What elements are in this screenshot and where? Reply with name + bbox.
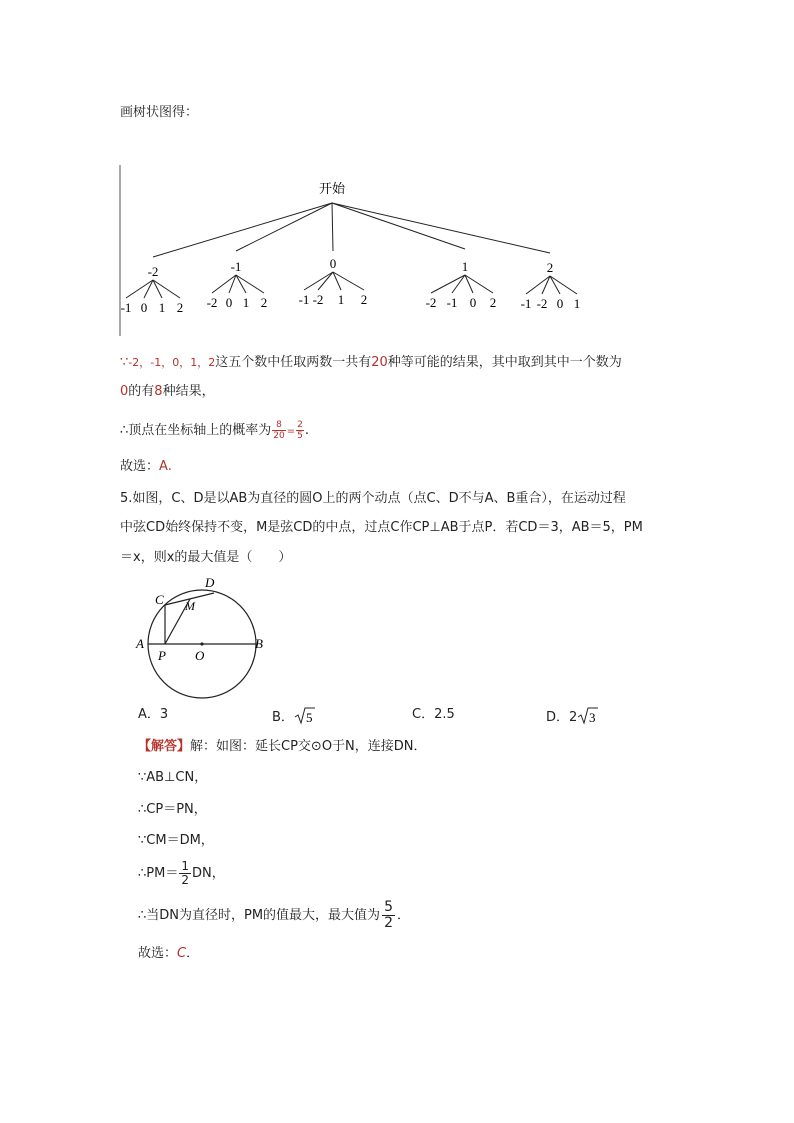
solution4-line3: ∴顶点在坐标轴上的概率为 $\frac{8}{20}$ = $\frac{2}{5}$ . bbox=[120, 420, 309, 441]
sqrt-symbol bbox=[577, 706, 599, 726]
solution4-line1: ∵-2，-1，0，1，2这五个数中任取两数一共有20种等可能的结果，其中取到其中一个数为 bbox=[120, 355, 622, 370]
tree-edge bbox=[332, 203, 333, 251]
tree-leaf-label: 2 bbox=[489, 295, 497, 310]
tree-branch-label: 0 bbox=[329, 256, 337, 271]
tree-edge bbox=[153, 203, 332, 257]
tree-leaf-label: 1 bbox=[573, 296, 581, 311]
solution5-line6: ∴当DN为直径时，PM的值最大，最大值为 $\frac{5}{2}$ ． bbox=[138, 899, 410, 931]
option-c[interactable]: C．2.5 bbox=[412, 707, 455, 722]
option-a[interactable]: A．3 bbox=[138, 707, 169, 722]
question5-line3: ＝x，则x的最大值是（ ） bbox=[120, 550, 292, 565]
fraction-8-20: $\frac{8}{20}$ bbox=[273, 420, 285, 441]
tree-leaf-label: 0 bbox=[556, 296, 564, 311]
question5-line1: 5.如图，C、D是以AB为直径的圆O上的两个动点（点C、D不与A、B重合），在运动过程 bbox=[120, 491, 626, 506]
tree-diagram bbox=[115, 160, 585, 340]
tree-leaf-label: -1 bbox=[120, 300, 132, 315]
tree-edge bbox=[332, 203, 465, 249]
tree-leaf-label: 1 bbox=[337, 292, 345, 307]
label-d: D bbox=[205, 575, 215, 590]
tree-child-edge bbox=[304, 272, 333, 290]
tree-child-edge bbox=[318, 272, 333, 290]
circle-figure bbox=[130, 572, 275, 702]
solution4-line2: 0的有8种结果， bbox=[120, 384, 215, 399]
label-c: C bbox=[155, 592, 164, 607]
tree-branch-label: -2 bbox=[147, 264, 159, 279]
label-a: A bbox=[136, 636, 144, 651]
solution5-line2: ∵AB⊥CN， bbox=[138, 770, 208, 785]
solution4-answer: 故选：A. bbox=[120, 459, 172, 474]
option-d[interactable]: D．2 3 bbox=[546, 706, 599, 727]
tree-leaf-label: -2 bbox=[536, 296, 548, 311]
center-dot bbox=[200, 642, 203, 645]
tree-branch-label: 2 bbox=[546, 260, 554, 275]
tree-leaf-label: -2 bbox=[312, 292, 324, 307]
tree-edges bbox=[126, 203, 577, 298]
fraction-1-2: $\frac{1}{2}$ bbox=[181, 859, 189, 887]
solution5-line5: ∴PM＝ $\frac{1}{2}$ DN， bbox=[138, 859, 225, 887]
label-b: B bbox=[255, 636, 263, 651]
svg-text:3: 3 bbox=[589, 710, 596, 725]
tree-leaf-label: -2 bbox=[425, 295, 437, 310]
label-o: O bbox=[195, 648, 205, 663]
tree-child-edge bbox=[550, 276, 577, 294]
tree-edge bbox=[332, 203, 550, 253]
sqrt-symbol bbox=[294, 706, 316, 726]
tree-branch-label: -1 bbox=[230, 259, 242, 274]
question5-line2: 中弦CD始终保持不变，M是弦CD的中点，过点C作CP⊥AB于点P．若CD＝3，AB＝5，PM bbox=[120, 520, 643, 535]
solution5-line3: ∴CP＝PN， bbox=[138, 802, 207, 817]
tree-leaf-label: 2 bbox=[260, 295, 268, 310]
draw-tree-label: 画树状图得： bbox=[120, 105, 199, 120]
tree-leaf-label: -1 bbox=[520, 296, 532, 311]
tree-branch-label: 1 bbox=[461, 259, 469, 274]
svg-text:5: 5 bbox=[305, 710, 313, 725]
tree-nodes bbox=[121, 256, 581, 315]
tree-leaf-label: 2 bbox=[360, 292, 368, 307]
solution5-answer: 故选：C． bbox=[138, 946, 200, 961]
tree-edge bbox=[236, 203, 332, 251]
tree-leaf-label: 1 bbox=[158, 300, 166, 315]
tree-leaf-label: 1 bbox=[242, 295, 250, 310]
tree-child-edge bbox=[333, 272, 364, 290]
tree-leaf-label: 0 bbox=[469, 295, 477, 310]
label-m: M bbox=[185, 599, 195, 613]
tree-leaf-label: -2 bbox=[206, 295, 218, 310]
solution5-line4: ∵CM＝DM， bbox=[138, 833, 214, 848]
option-b[interactable]: B． 5 bbox=[272, 706, 316, 727]
tree-child-edge bbox=[550, 276, 560, 294]
tree-leaf-label: -1 bbox=[298, 292, 310, 307]
label-p: P bbox=[158, 648, 166, 663]
tree-child-edge bbox=[452, 275, 465, 293]
tree-root: 开始 bbox=[318, 182, 346, 197]
tree-leaf-label: 0 bbox=[225, 295, 233, 310]
tree-child-edge bbox=[431, 275, 465, 293]
tree-leaf-label: 0 bbox=[140, 300, 148, 315]
tree-leaf-label: 2 bbox=[176, 300, 184, 315]
fraction-2-5: $\frac{2}{5}$ bbox=[297, 420, 303, 441]
fraction-5-2: $\frac{5}{2}$ bbox=[384, 899, 393, 931]
tree-child-edge bbox=[236, 275, 264, 293]
solution5-line1: 【解答】解：如图：延长CP交⊙O于N，连接DN． bbox=[138, 739, 427, 754]
tree-leaf-label: -1 bbox=[446, 295, 458, 310]
